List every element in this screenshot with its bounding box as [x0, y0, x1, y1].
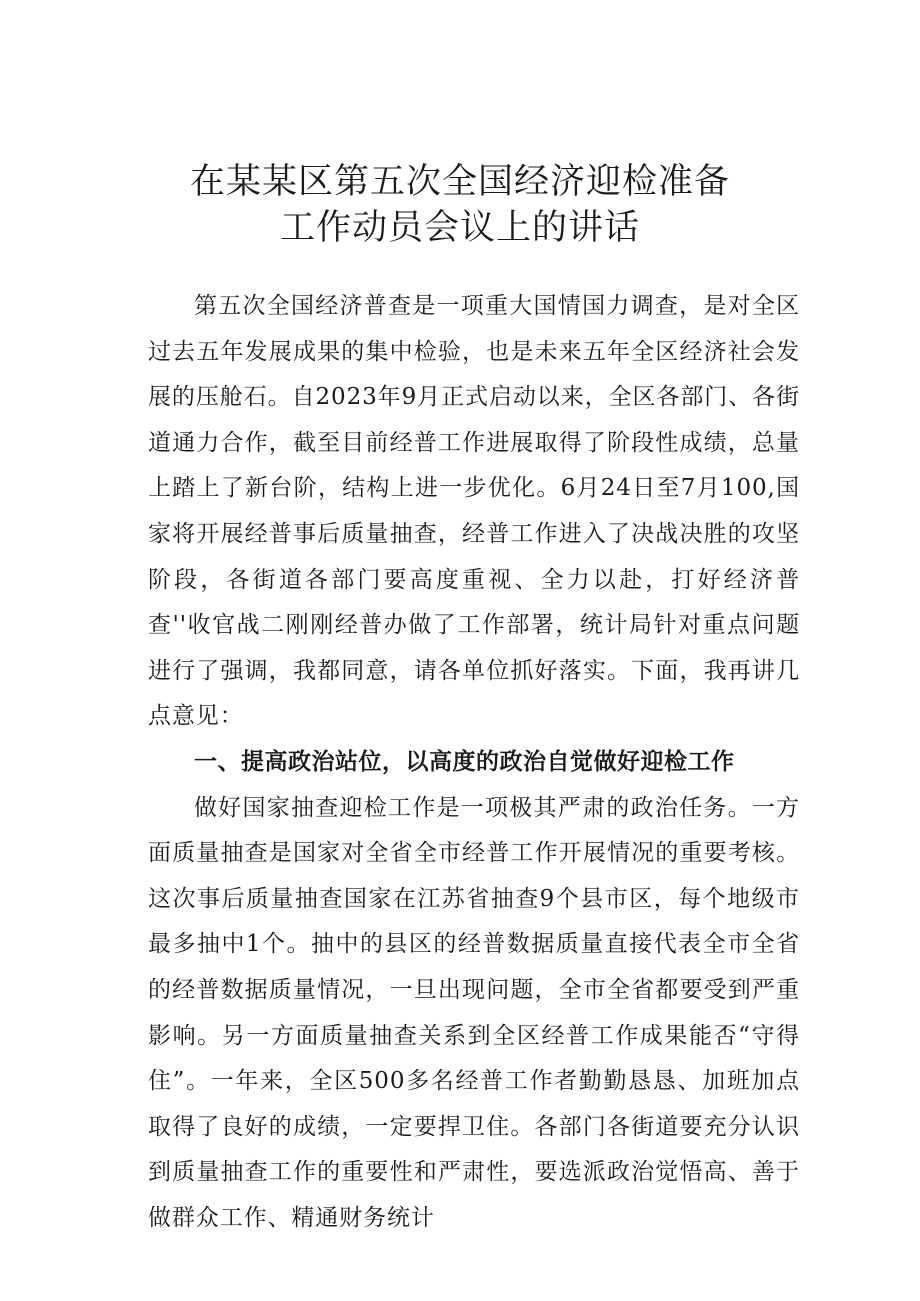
document-body [148, 284, 800, 1241]
section-heading-1: 一、提高政治站位，以高度的政治自觉做好迎检工作 [194, 748, 735, 775]
document-title-line-2: 工作动员会议上的讲话 [279, 208, 640, 248]
document-title-line-1: 在某某区第五次全国经济迎检准备 [189, 162, 730, 202]
paragraph-intro: 第五次全国经济普查是一项重大国情国力调查，是对全区过去五年发展成果的集中检验，也是未来五年全区经济社会发展的压舱石。自2023年9月正式启动以来，全区各部门、各街道通力合作，截至目前经普工作进展取得了阶段性成绩，总量上踏上了新台阶，结构上进一步优化。6月24日至7月100,国家将开展经普事后质量抽查，经普工作进入了决战决胜的攻坚阶段，各街道各部门要高度重视、全力以赴，打好经济普查''收官战二刚刚经普办做了工作部署，统计局针对重点问题进行了强调，我都同意，请各单位抓好落实。下面，我再讲几点意见： [148, 293, 800, 730]
paragraph-section-1: 做好国家抽查迎检工作是一项极其严肃的政治任务。一方面质量抽查是国家对全省全市经普工作开展情况的重要考核。这次事后质量抽查国家在江苏省抽查9个县市区，每个地级市最多抽中1个。抽中的县区的经普数据质量直接代表全市全省的经普数据质量情况，一旦出现问题，全市全省都要受到严重影响。另一方面质量抽查关系到全区经普工作成果能否“守得住”。一年来，全区500多名经普工作者勤勤恳恳、加班加点取得了良好的成绩，一定要捍卫住。各部门各街道要充分认识到质量抽查工作的重要性和严肃性，要选派政治觉悟高、善于做群众工作、精通财务统计 [148, 794, 800, 1231]
